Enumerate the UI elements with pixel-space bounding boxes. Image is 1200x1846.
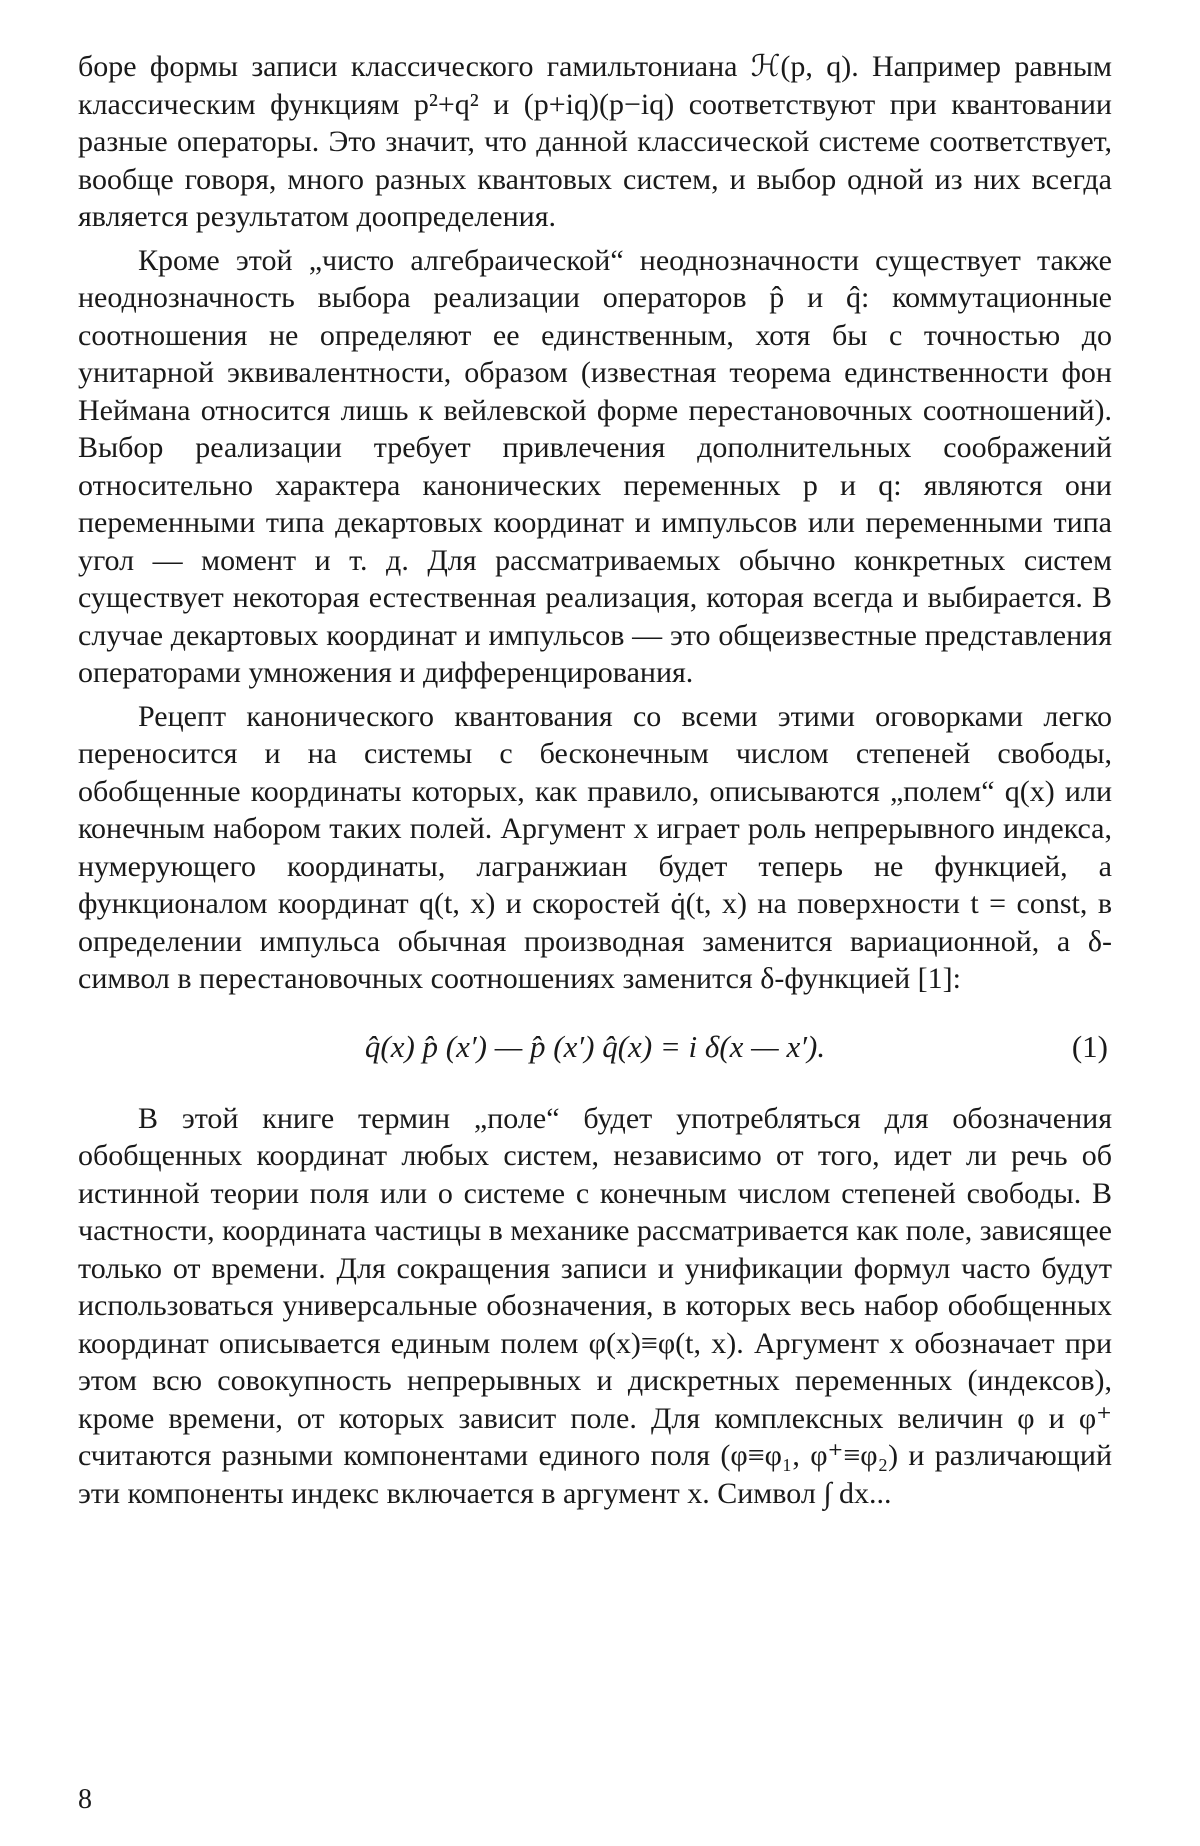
- paragraph-2: Кроме этой „чисто алгебраической“ неоднозначности существует также неоднозначность выбора реализации операторов p̂ и q̂: коммутационные соотношения не определяют ее единственным, хотя бы с точностью до унитарной эквивалентности, образом (известная теорема единственности фон Неймана относится лишь к вейлевской форме перестановочных соотношений). Выбор реализации требует привлечения дополнительных соображений относительно характера канонических переменных p и q: являются они переменными типа декартовых координат и импульсов или переменными типа угол — момент и т. д. Для рассматриваемых обычно конкретных систем существует некоторая естественная реализация, которая всегда и выбирается. В случае декартовых координат и импульсов — это общеизвестные представления операторами умножения и дифференцирования.: [78, 243, 1112, 689]
- equation-body: q̂(x) p̂ (x′) — p̂ (x′) q̂(x) = i δ(x — x′).: [364, 1028, 826, 1064]
- equation-1: [78, 1024, 1112, 1070]
- paragraph-4: В этой книге термин „поле“ будет употребляться для обозначения обобщенных координат любых систем, независимо от того, идет ли речь об истинной теории поля или о системе с конечным числом степеней свободы. В частности, координата частицы в механике рассматривается как поле, зависящее только от времени. Для сокращения записи и унификации формул часто будут использоваться универсальные обозначения, в которых весь набор обобщенных координат описывается единым полем φ(x)≡φ(t, x). Аргумент x обозначает при этом всю совокупность непрерывных и дискретных переменных (индексов), кроме времени, от которых зависит поле. Для комплексных величин φ и φ⁺ считаются разными компонентами единого поля (φ≡φ₁, φ⁺≡φ₂) и различающий эти компоненты индекс включается в аргумент x. Символ ∫ dx...: [78, 1101, 1112, 1510]
- equation-number: (1): [1071, 1028, 1108, 1064]
- paragraph-3: Рецепт канонического квантования со всеми этими оговорками легко переносится и на системы с бесконечным числом степеней свободы, обобщенные координаты которых, как правило, описываются „полем“ q(x) или конечным набором таких полей. Аргумент x играет роль непрерывного индекса, нумерующего координаты, лагранжиан будет теперь не функцией, а функционалом координат q(t, x) и скоростей q̇(t, x) на поверхности t = const, в определении импульса обычная производная заменится вариационной, а δ-символ в перестановочных соотношениях заменится δ-функцией [1]:: [78, 699, 1112, 995]
- paragraph-1: боре формы записи классического гамильтониана ℋ(p, q). Например равным классическим функциям p²+q² и (p+iq)(p−iq) соответствуют при квантовании разные операторы. Это значит, что данной классической системе соответствует, вообще говоря, много разных квантовых систем, и выбор одной из них всегда является результатом доопределения.: [78, 50, 1112, 233]
- page-number: 8: [78, 1783, 92, 1815]
- book-page: [78, 48, 1112, 1818]
